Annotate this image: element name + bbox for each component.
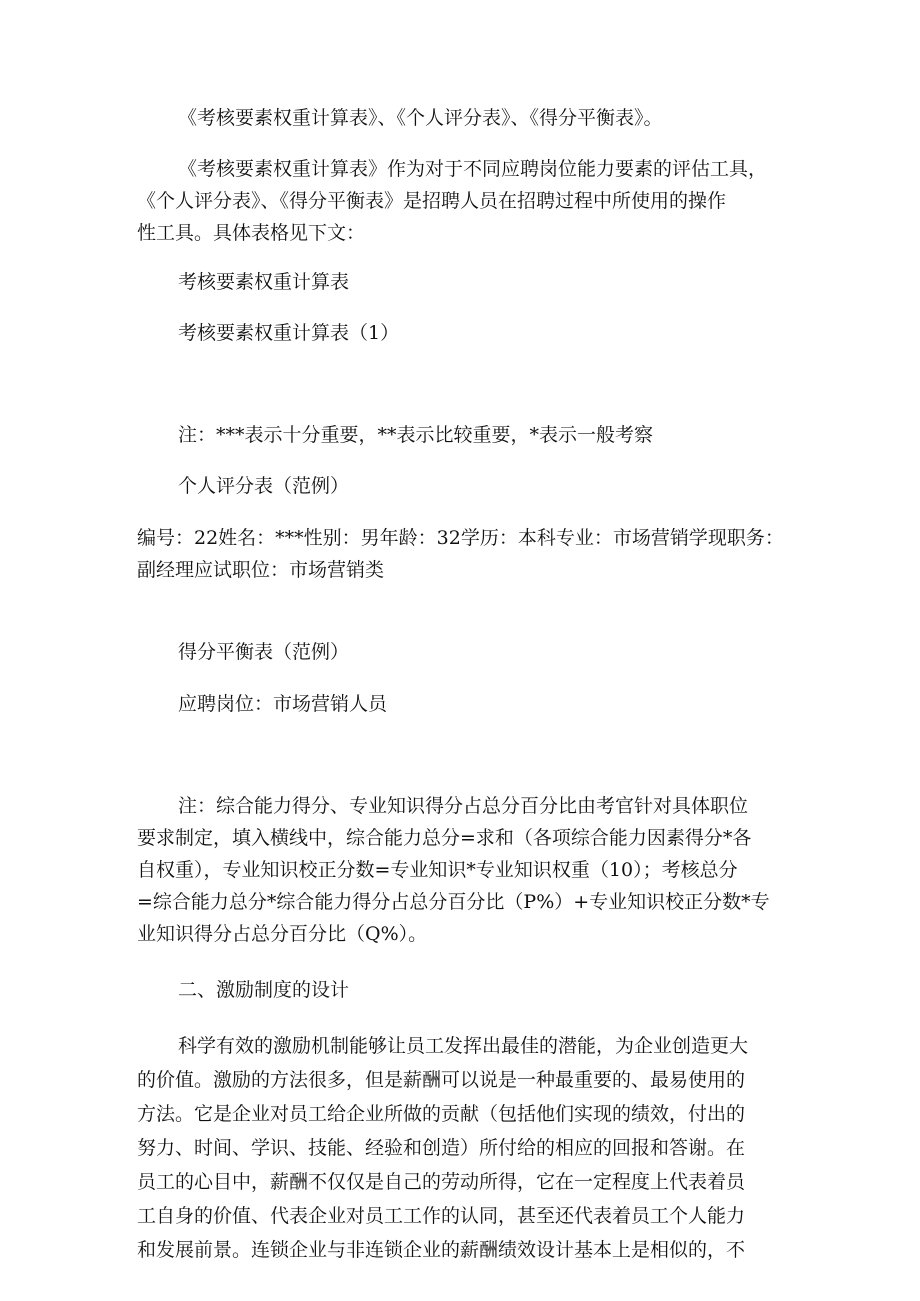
position-line: 应聘岗位：市场营销人员 [178,693,388,715]
note-paragraph-line: =综合能力总分*综合能力得分占总分百分比（P%）+专业知识校正分数*专 [137,891,770,913]
paragraph-line: 性工具。具体表格见下文： [137,222,366,244]
body-paragraph-line: 工自身的价值、代表企业对员工工作的认同，甚至还代表着员工个人能力 [137,1205,746,1227]
note-paragraph-line: 自权重），专业知识校正分数=专业知识*专业知识权重（10）；考核总分 [137,859,738,881]
body-paragraph-line: 和发展前景。连锁企业与非连锁企业的薪酬绩效设计基本上是相似的，不 [137,1239,746,1261]
section-heading-balance-table: 得分平衡表（范例） [178,641,350,663]
paragraph-line: 《个人评分表》、《得分平衡表》是招聘人员在招聘过程中所使用的操作 [137,190,727,212]
section-heading-personal-score: 个人评分表（范例） [178,475,350,497]
body-paragraph-line: 员工的心目中，薪酬不仅仅是自己的劳动所得，它在一定程度上代表着员 [137,1171,746,1193]
section-heading-incentive: 二、激励制度的设计 [178,979,350,1001]
info-line: 副经理应试职位：市场营销类 [137,559,385,581]
body-paragraph-line: 方法。它是企业对员工给企业所做的贡献（包括他们实现的绩效，付出的 [137,1103,746,1125]
body-paragraph-line: 的价值。激励的方法很多，但是薪酬可以说是一种最重要的、最易使用的 [137,1069,746,1091]
section-heading-weight-table: 考核要素权重计算表 [178,271,350,293]
body-paragraph-line: 科学有效的激励机制能够让员工发挥出最佳的潜能，为企业创造更大 [178,1035,749,1057]
text-line-intro: 《考核要素权重计算表》、《个人评分表》、《得分平衡表》。 [178,107,663,129]
note-line: 注：***表示十分重要，**表示比较重要，*表示一般考察 [178,424,654,446]
table-caption-weight-1: 考核要素权重计算表（1） [178,322,400,344]
body-paragraph-line: 努力、时间、学识、技能、经验和创造）所付给的相应的回报和答谢。在 [137,1137,746,1159]
note-paragraph-line: 要求制定，填入横线中，综合能力总分=求和（各项综合能力因素得分*各 [137,827,752,849]
paragraph-line: 《考核要素权重计算表》作为对于不同应聘岗位能力要素的评估工具， [178,158,768,180]
note-paragraph-line: 业知识得分占总分百分比（Q%）。 [137,923,428,945]
info-line: 编号：22姓名：***性别：男年龄：32学历：本科专业：市场营销学现职务： [137,527,784,549]
note-paragraph-line: 注：综合能力得分、专业知识得分占总分百分比由考官针对具体职位 [178,795,749,817]
